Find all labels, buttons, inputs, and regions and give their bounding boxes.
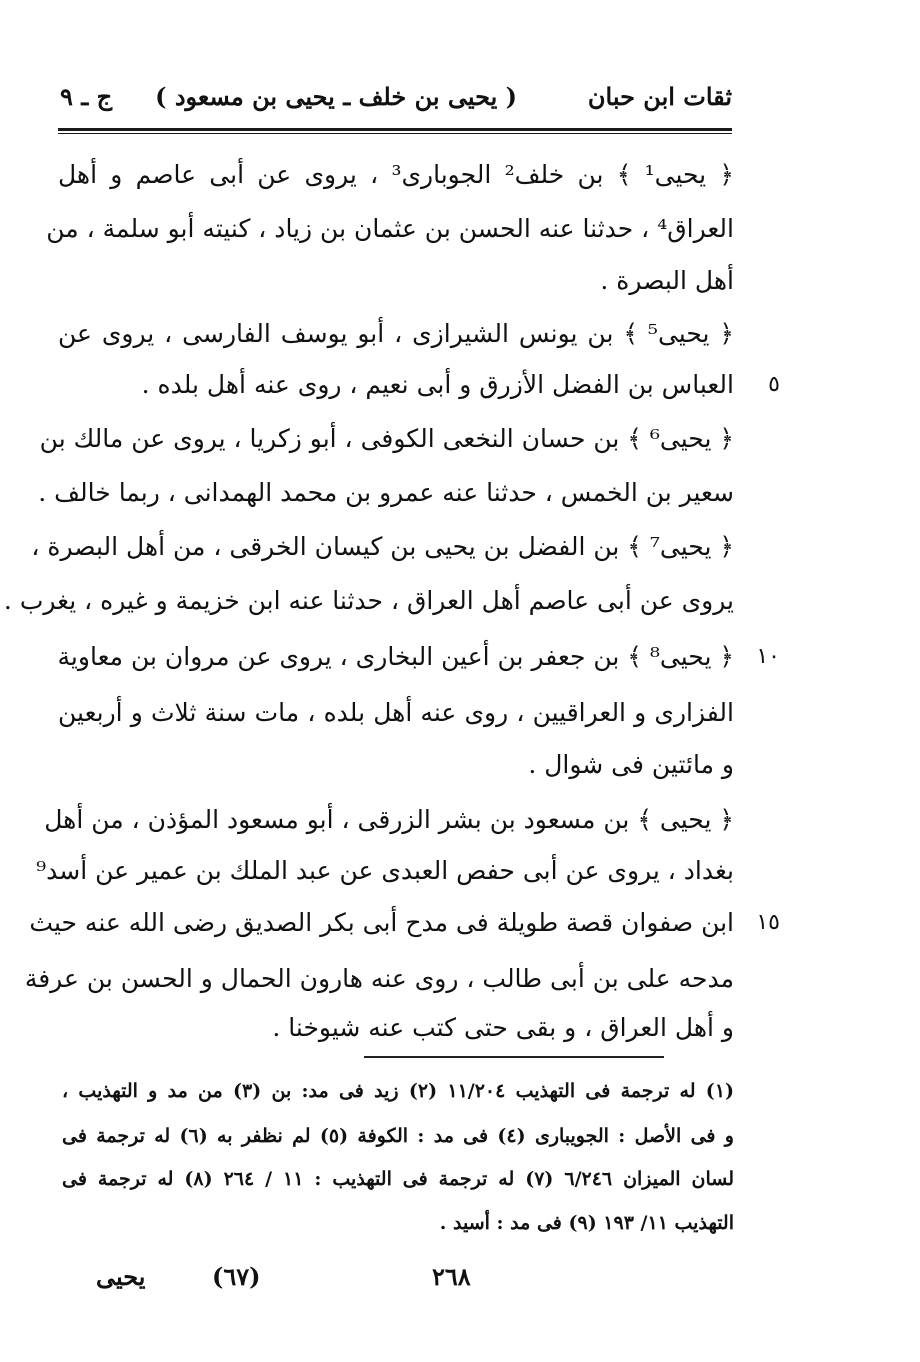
footnote-line: التهذيب ١١/ ١٩٣ (٩) فى مد : أسيد . [439, 1212, 734, 1234]
footnote-line: و فى الأصل : الجويبارى (٤) فى مد : الكوفة (٥) لم نظفر به (٦) له ترجمة فى [62, 1125, 734, 1147]
running-header [60, 82, 732, 122]
footnote-line: لسان الميزان ٦/٢٤٦ (٧) له ترجمة فى التهذيب : ١١ / ٢٦٤ (٨) له ترجمة فى [62, 1168, 734, 1190]
header-rule-thin [58, 133, 732, 134]
text-line: العراق⁴ ، حدثنا عنه الحسن بن عثمان بن زياد ، كنيته أبو سلمة ، من [46, 214, 734, 243]
text-line: مدحه على بن أبى طالب ، روى عنه هارون الحمال و الحسن بن عرفة [24, 964, 734, 993]
line-number: ١٠ [756, 644, 780, 669]
text-line: العباس بن الفضل الأزرق و أبى نعيم ، روى عنه أهل بلده . [141, 370, 734, 399]
volume-number: ج ـ ٩ [60, 82, 113, 111]
text-line: ﴿ يحيى ﴾ بن مسعود بن بشر الزرقى ، أبو مسعود المؤذن ، من أهل [44, 805, 734, 834]
line-number: ٥ [768, 372, 780, 397]
text-line: بغداد ، يروى عن أبى حفص العبدى عن عبد الملك بن عمير عن أسد⁹ [36, 856, 734, 885]
text-line: ابن صفوان قصة طويلة فى مدح أبى بكر الصديق رضى الله عنه حيث [29, 908, 734, 937]
text-line: ﴿ يحيى⁵ ﴾ بن يونس الشيرازى ، أبو يوسف الفارسى ، يروى عن [58, 319, 734, 348]
text-line: ﴿ يحيى⁸ ﴾ بن جعفر بن أعين البخارى ، يروى عن مروان بن معاوية [57, 642, 734, 671]
text-line: أهل البصرة . [600, 266, 734, 295]
text-line: ﴿ يحيى⁷ ﴾ بن الفضل بن يحيى بن كيسان الخرقى ، من أهل البصرة ، [31, 532, 734, 561]
book-title: ثقات ابن حبان [587, 82, 732, 111]
text-line: سعير بن الخمس ، حدثنا عنه عمرو بن محمد الهمدانى ، ربما خالف . [38, 478, 734, 507]
signature-mark: (٦٧) [212, 1262, 261, 1291]
page-number: ٢٦٨ [432, 1262, 471, 1291]
text-line: ﴿ يحيى¹ ﴾ بن خلف² الجوبارى³ ، يروى عن أبى عاصم و أهل [58, 160, 734, 189]
section-title: ( يحيى بن خلف ـ يحيى بن مسعود ) [155, 82, 517, 111]
text-line: الفزارى و العراقيين ، روى عنه أهل بلده ، مات سنة ثلاث و أربعين [58, 698, 734, 727]
header-rule [58, 128, 732, 131]
text-line: و أهل العراق ، و بقى حتى كتب عنه شيوخنا . [272, 1013, 734, 1042]
text-line: ﴿ يحيى⁶ ﴾ بن حسان النخعى الكوفى ، أبو زكريا ، يروى عن مالك بن [39, 424, 734, 453]
catchword: يحيى [96, 1262, 146, 1291]
footnote-rule [364, 1056, 664, 1058]
text-line: و مائتين فى شوال . [528, 750, 734, 779]
line-number: ١٥ [756, 910, 780, 935]
footnote-line: (١) له ترجمة فى التهذيب ١١/٢٠٤ (٢) زيد فى مد: بن (٣) من مد و التهذيب ، [62, 1080, 735, 1102]
text-line: يروى عن أبى عاصم أهل العراق ، حدثنا عنه ابن خزيمة و غيره ، يغرب . [3, 586, 734, 615]
